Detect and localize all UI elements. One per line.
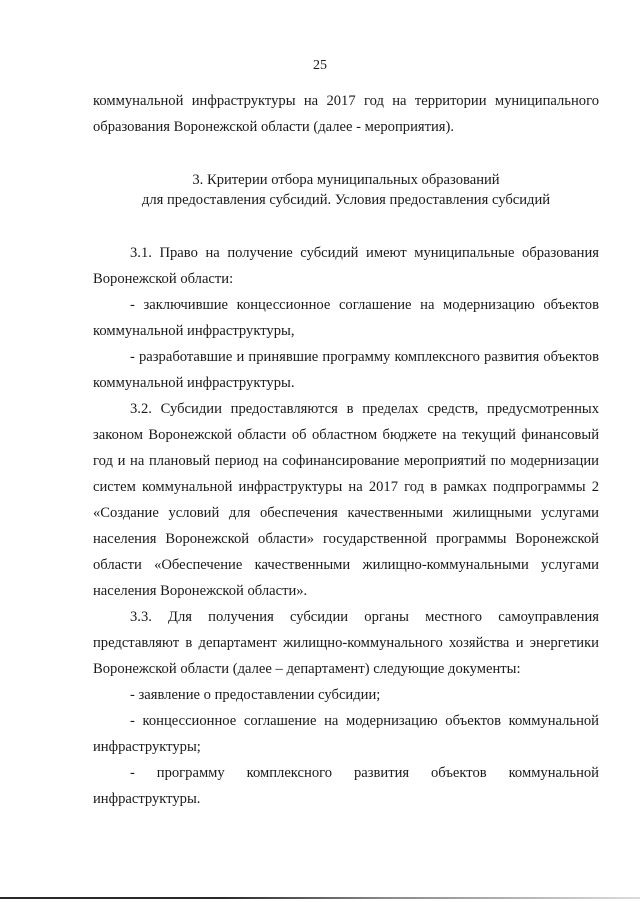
section-heading-line-1: 3. Критерии отбора муниципальных образований xyxy=(192,172,500,188)
paragraph-3-3-item-2: - концессионное соглашение на модернизацию объектов коммунальной инфраструктуры; xyxy=(93,713,599,755)
paragraph-3-3: 3.3. Для получения субсидии органы местного самоуправления представляют в департамент жилищно-коммунального хозяйства и энергетики Воронежской области (далее – департамент) следующие документы: xyxy=(93,609,599,677)
paragraph-3-2: 3.2. Субсидии предоставляются в пределах средств, предусмотренных законом Воронежской области об областном бюджете на текущий финансовый год и на плановый период на софинансирование мероприятий по модернизации систем коммунальной инфраструктуры на 2017 год в рамках подпрограммы 2 «Создание условий для обеспечения качественными жилищными услугами населения Воронежской области» государственной программы Воронежской области «Обеспечение качественными жилищно-коммунальными услугами населения Воронежской области». xyxy=(93,401,599,599)
page-bottom-edge xyxy=(0,897,640,899)
intro-paragraph: коммунальной инфраструктуры на 2017 год на территории муниципального образования Воронежской области (далее - мероприятия). xyxy=(93,93,599,135)
section-heading xyxy=(93,170,599,210)
paragraph-3-1-item-1: - заключившие концессионное соглашение на модернизацию объектов коммунальной инфраструктуры, xyxy=(93,297,599,339)
paragraph-3-3-item-3: - программу комплексного развития объектов коммунальной инфраструктуры. xyxy=(93,765,599,807)
paragraph-3-1: 3.1. Право на получение субсидий имеют муниципальные образования Воронежской области: xyxy=(93,245,599,287)
document-body xyxy=(93,88,599,812)
paragraph-3-1-item-2: - разработавшие и принявшие программу комплексного развития объектов коммунальной инфраструктуры. xyxy=(93,349,599,391)
page-number: 25 xyxy=(313,58,327,73)
section-heading-line-2: для предоставления субсидий. Условия предоставления субсидий xyxy=(141,192,551,208)
paragraph-3-3-item-1: - заявление о предоставлении субсидии; xyxy=(130,687,381,703)
